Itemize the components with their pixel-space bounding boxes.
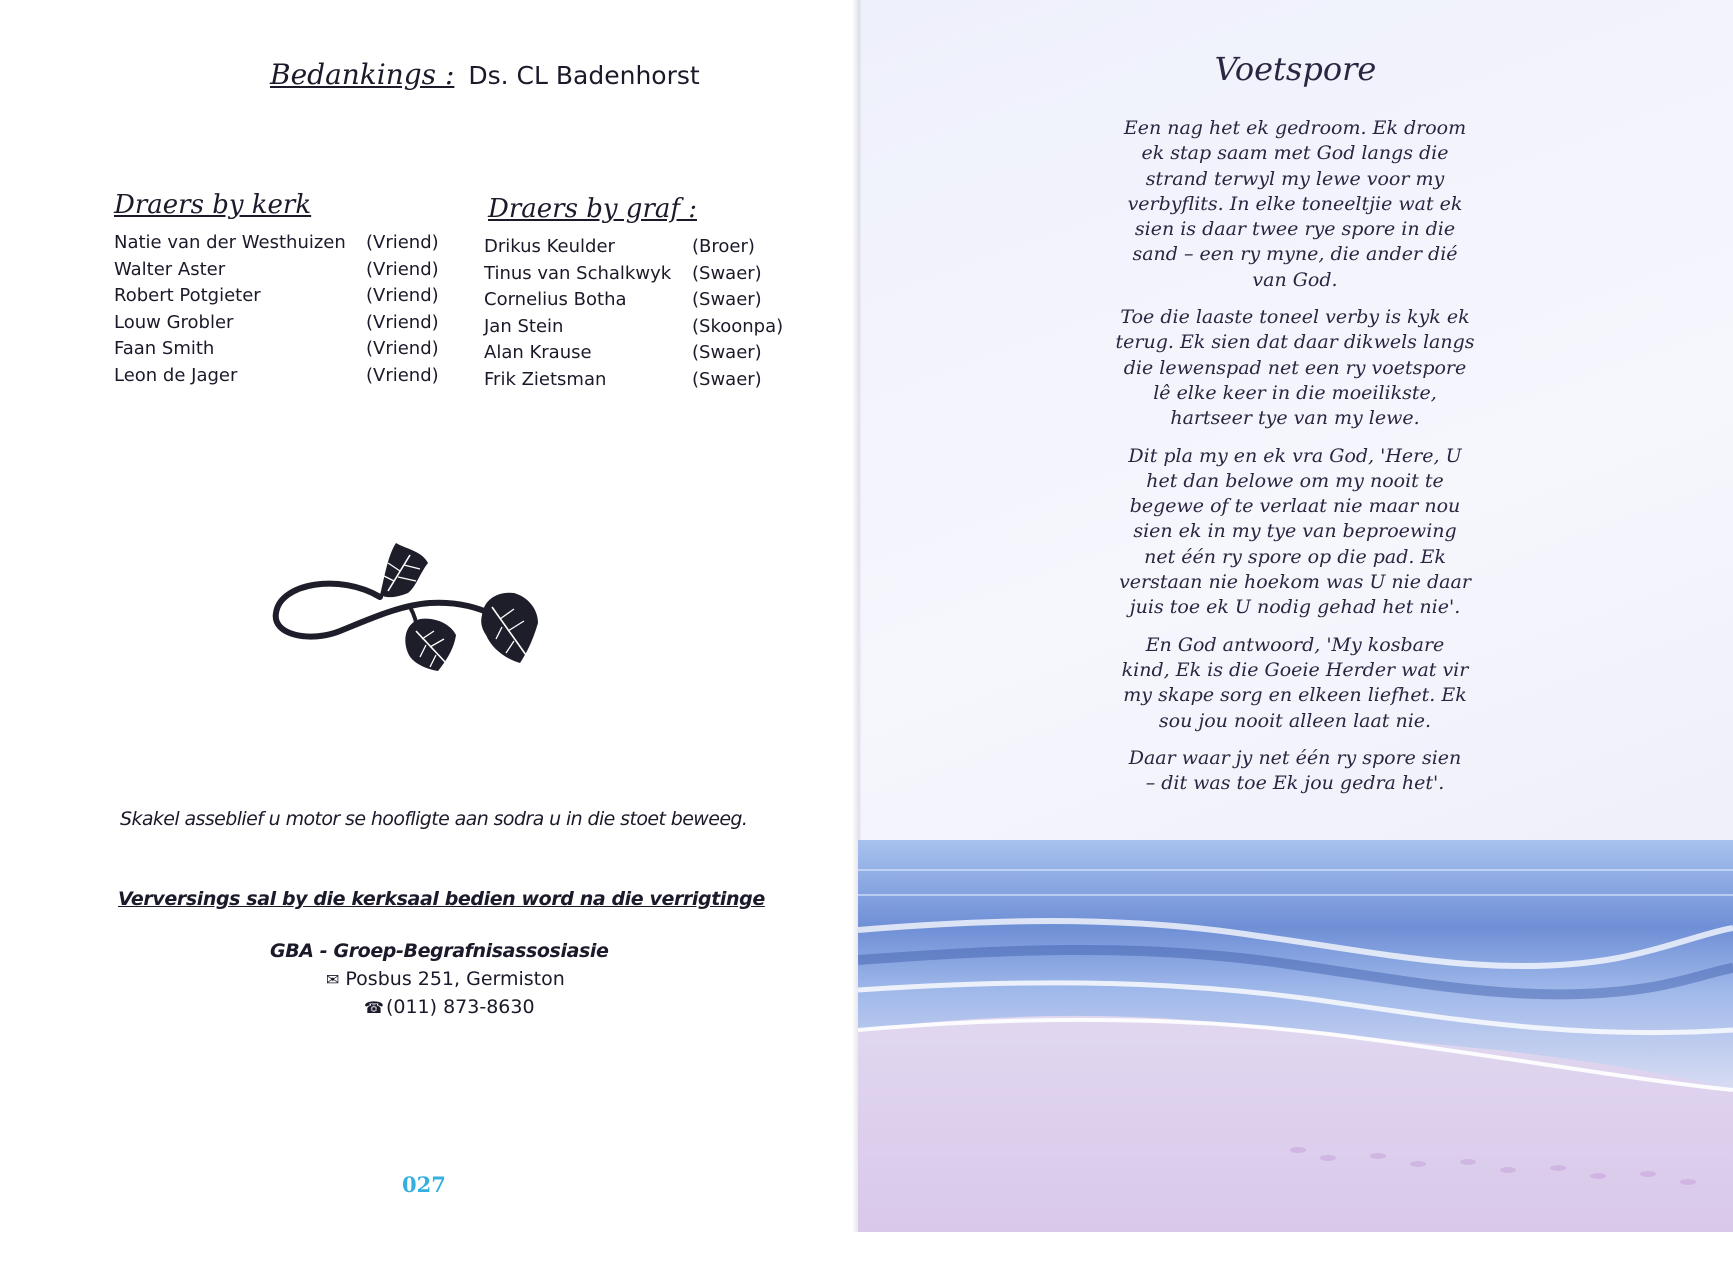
list-item [484,234,783,261]
poem-line: verstaan nie hoekom was U nie daar [1119,571,1471,594]
funeral-association-name: GBA - Groep-Begrafnisassosiasie [270,940,609,962]
page-number: 027 [402,1172,446,1197]
pallbearer-relation: (Vriend) [366,311,439,333]
draers-kerk-list [114,230,439,389]
postal-address-text: Posbus 251, Germiston [345,968,565,990]
poem-stanza [1090,746,1500,797]
draers-kerk-heading: Draers by kerk [114,190,312,220]
bedankings-line [270,58,700,91]
list-item [114,230,439,257]
poem-line: die lewenspad net een ry voetspore [1123,356,1467,379]
phone-number [364,996,535,1018]
ocean-waves-illustration [858,840,1733,1232]
pallbearer-name: Faan Smith [114,338,215,359]
list-item [114,257,439,284]
poem-stanza [1090,305,1500,431]
list-item [484,261,783,288]
poem-line: Daar waar jy net één ry spore sien [1128,746,1462,769]
poem-line: – dit was toe Ek jou gedra het'. [1145,772,1445,795]
headlights-note: Skakel asseblief u motor se hoofligte aan sodra u in die stoet beweeg. [120,808,748,830]
pallbearer-relation: (Vriend) [366,285,439,306]
bedankings-label: Bedankings : [270,58,455,91]
list-item [114,283,439,310]
poem-line: lê elke keer in die moeilikste, [1153,381,1437,404]
draers-graf-heading: Draers by graf : [488,194,698,224]
pallbearer-relation: (Broer) [692,236,755,257]
pallbearer-name: Cornelius Botha [484,289,627,310]
poem-stanza [1090,633,1500,734]
poem-line: Toe die laaste toneel verby is kyk ek [1120,306,1470,329]
bedankings-name: Ds. CL Badenhorst [468,61,700,90]
list-item [484,314,783,341]
poem-line: my skape sorg en elkeen liefhet. Ek [1123,684,1467,707]
telephone-icon: ☎ [364,997,384,1017]
poem-line: verbyflits. In elke toneeltjie wat ek [1127,192,1463,215]
poem-line: sien ek in my tye van beproewing [1133,520,1457,543]
poem-line: ek stap saam met God langs die [1141,142,1449,165]
pallbearer-name: Tinus van Schalkwyk [484,262,672,284]
list-item [114,336,439,363]
poem-line: En God antwoord, 'My kosbare [1145,633,1445,656]
list-item [484,287,783,314]
poem-line: hartseer tye van my lewe. [1170,407,1420,430]
draers-graf-list [484,234,783,393]
poem-line: begewe of te verlaat nie maar nou [1129,495,1461,518]
poem-line: net één ry spore op die pad. Ek [1144,545,1446,568]
phone-number-text: (011) 873-8630 [385,996,535,1018]
poem-line: Dit pla my en ek vra God, 'Here, U [1128,444,1462,467]
poem-line: het dan belowe om my nooit te [1146,469,1444,492]
list-item [114,310,439,337]
pallbearer-name: Jan Stein [484,315,564,337]
refreshments-note: Verversings sal by die kerksaal bedien word na die verrigtinge [118,888,765,910]
poem-stanza [1090,444,1500,621]
pallbearer-relation: (Skoonpa) [692,315,784,337]
pallbearer-relation: (Swaer) [692,368,762,390]
poem-body [1090,116,1500,808]
pallbearer-relation: (Vriend) [366,338,439,359]
poem-line: sou jou nooit alleen laat nie. [1158,709,1432,732]
leaf-vine-ornament [270,535,570,685]
poem-line: strand terwyl my lewe voor my [1145,167,1445,190]
pallbearer-name: Natie van der Westhuizen [114,232,346,253]
list-item [484,340,783,367]
pallbearer-relation: (Vriend) [366,258,439,280]
poem-stanza [1090,116,1500,293]
pallbearer-name: Walter Aster [114,258,226,280]
pallbearer-relation: (Vriend) [366,232,439,253]
poem-line: Een nag het ek gedroom. Ek droom [1123,117,1467,139]
list-item [484,367,783,394]
poem-line: terug. Ek sien dat daar dikwels langs [1115,331,1475,354]
envelope-icon: ✉ [326,969,340,989]
pallbearer-name: Louw Grobler [114,311,234,333]
pallbearer-relation: (Vriend) [366,364,439,386]
left-page [0,0,858,1270]
postal-address [326,968,565,990]
pallbearer-name: Leon de Jager [114,364,238,386]
pallbearer-name: Robert Potgieter [114,285,261,306]
pallbearer-name: Drikus Keulder [484,236,615,257]
pallbearer-name: Frik Zietsman [484,368,607,390]
list-item [114,363,439,390]
pallbearer-relation: (Swaer) [692,289,762,310]
poem-line: kind, Ek is die Goeie Herder wat vir [1121,658,1469,681]
poem-line: sien is daar twee rye spore in die [1134,218,1456,241]
poem-title: Voetspore [1214,50,1377,88]
poem-line: juis toe ek U nodig gehad het nie'. [1129,596,1461,619]
pallbearer-relation: (Swaer) [692,342,762,363]
poem-line: van God. [1252,268,1338,291]
poem-line: sand – een ry myne, die ander dié [1132,243,1458,266]
pallbearer-relation: (Swaer) [692,262,762,284]
pallbearer-name: Alan Krause [484,342,592,363]
